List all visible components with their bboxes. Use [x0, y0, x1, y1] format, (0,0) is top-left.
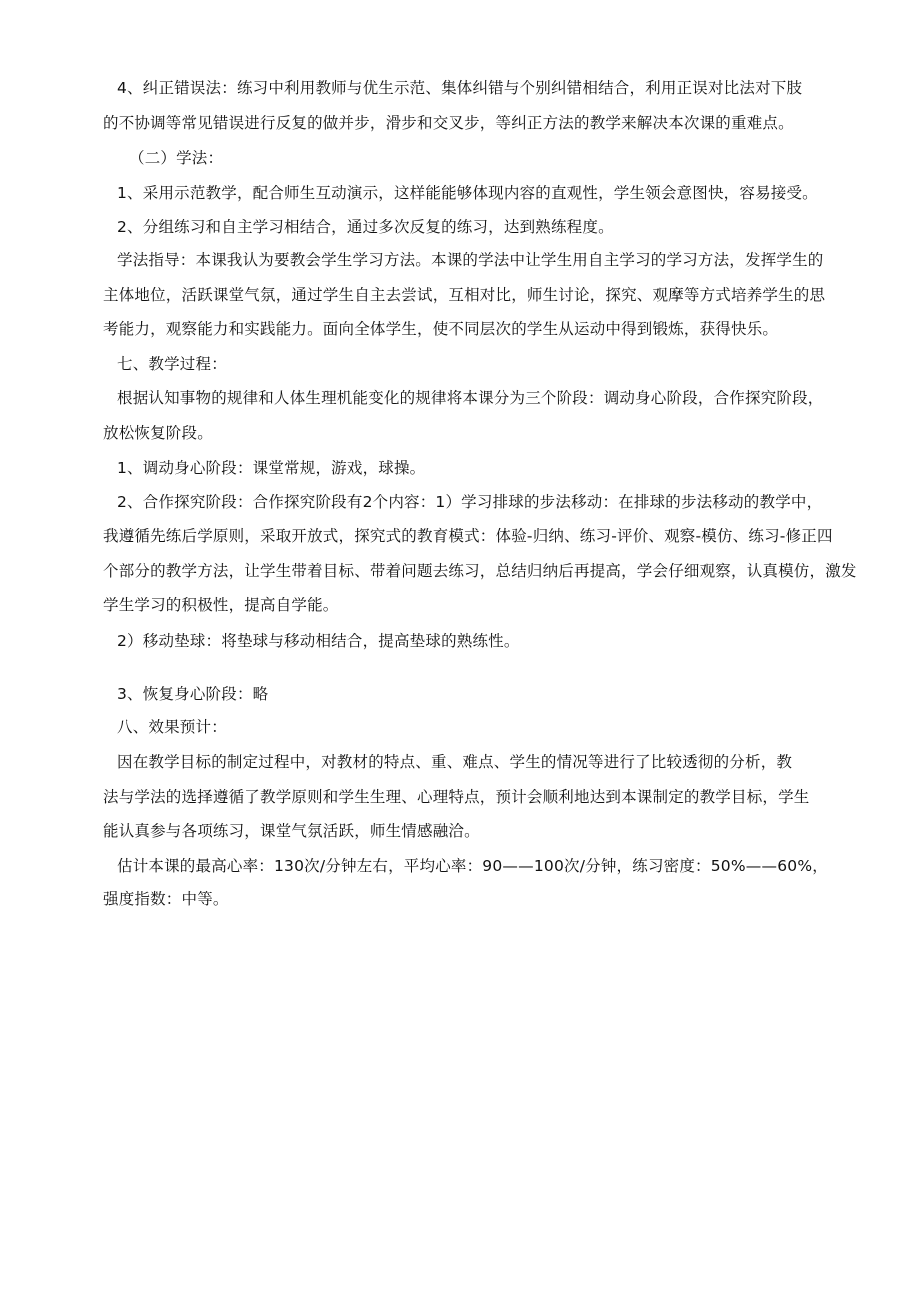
section-heading: 八、效果预计：	[117, 718, 227, 736]
paragraph-line: 1、调动身心阶段：课堂常规，游戏，球操。	[117, 459, 426, 477]
section-heading: （二）学法：	[129, 149, 224, 167]
paragraph-line: 2、分组练习和自主学习相结合，通过多次反复的练习，达到熟练程度。	[117, 218, 614, 236]
paragraph-line: 学法指导：本课我认为要教会学生学习方法。本课的学法中让学生用自主学习的学习方法，发挥学生的	[117, 251, 824, 269]
paragraph-line: 估计本课的最高心率：130次/分钟左右，平均心率：90——100次/分钟，练习密度：50%——60%，	[117, 857, 828, 875]
paragraph-line: 根据认知事物的规律和人体生理机能变化的规律将本课分为三个阶段：调动身心阶段，合作探究阶段，	[117, 389, 824, 407]
paragraph-line: 能认真参与各项练习，课堂气氛活跃，师生情感融洽。	[103, 822, 480, 840]
paragraph-line: 2、合作探究阶段：合作探究阶段有2个内容：1）学习排球的步法移动：在排球的步法移动的教学中，	[117, 493, 823, 511]
paragraph-line: 因在教学目标的制定过程中，对教材的特点、重、难点、学生的情况等进行了比较透彻的分析，教	[117, 753, 793, 771]
paragraph-line: 学生学习的积极性，提高自学能。	[103, 596, 339, 614]
paragraph-line: 考能力，观察能力和实践能力。面向全体学生，使不同层次的学生从运动中得到锻炼，获得快乐。	[103, 320, 779, 338]
paragraph-line: 强度指数：中等。	[103, 890, 229, 908]
paragraph-line: 我遵循先练后学原则，采取开放式，探究式的教育模式：体验-归纳、练习-评价、观察-模仿、练习-修正四	[103, 527, 833, 545]
paragraph-line: 1、采用示范教学，配合师生互动演示，这样能能够体现内容的直观性，学生领会意图快，容易接受。	[117, 184, 818, 202]
section-heading: 七、教学过程：	[117, 355, 227, 373]
paragraph-line: 主体地位，活跃课堂气氛，通过学生自主去尝试，互相对比，师生讨论，探究、观摩等方式培养学生的思	[103, 286, 826, 304]
paragraph-line: 2）移动垫球：将垫球与移动相结合，提高垫球的熟练性。	[117, 632, 520, 650]
paragraph-line: 4、纠正错误法：练习中利用教师与优生示范、集体纠错与个别纠错相结合，利用正误对比法对下肢	[117, 79, 803, 97]
paragraph-line: 法与学法的选择遵循了教学原则和学生生理、心理特点，预计会顺利地达到本课制定的教学目标，学生	[103, 788, 810, 806]
paragraph-line: 放松恢复阶段。	[103, 424, 213, 442]
paragraph-line: 的不协调等常见错误进行反复的做并步，滑步和交叉步，等纠正方法的教学来解决本次课的重难点。	[103, 114, 794, 132]
paragraph-line: 3、恢复身心阶段：略	[117, 685, 269, 703]
paragraph-line: 个部分的教学方法，让学生带着目标、带着问题去练习，总结归纳后再提高，学会仔细观察，认真模仿，激发	[103, 562, 857, 580]
